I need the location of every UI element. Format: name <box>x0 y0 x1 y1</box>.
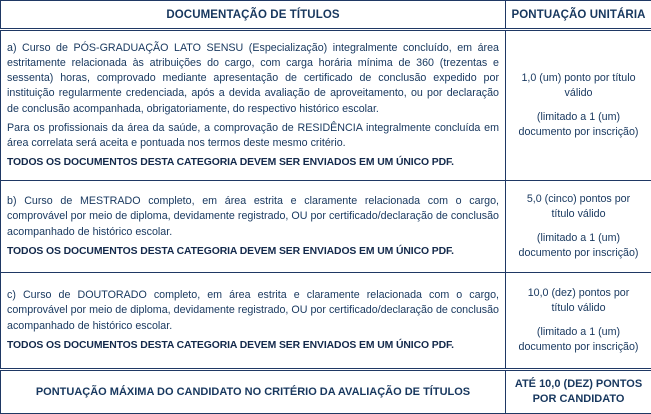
table-row <box>1 273 651 370</box>
row-a-score: 1,0 (um) ponto por título válido <box>516 71 641 101</box>
row-a-score-cell <box>506 30 651 181</box>
header-row <box>1 1 651 30</box>
row-b-notice: TODOS OS DOCUMENTOS DESTA CATEGORIA DEVEM SER ENVIADOS EM UM ÚNICO PDF. <box>7 244 499 259</box>
header-documentation: DOCUMENTAÇÃO DE TÍTULOS <box>1 1 506 30</box>
footer-row <box>1 370 651 414</box>
table-row <box>1 30 651 181</box>
row-b-paragraph-1: b) Curso de MESTRADO completo, em área estrita e claramente relacionada com o cargo, comprovável por meio de diploma, devidamente registrado, OU por certificado/declaração de conclusão acompanhado de histórico escolar. <box>7 194 499 240</box>
row-a-paragraph-1: a) Curso de PÓS-GRADUAÇÃO LATO SENSU (Especialização) integralmente concluído, em área estritamente relacionada às atribuições do cargo, com carga horária mínima de 360 (trezentas e sessenta) horas, comprovado mediante apresentação de certificado de conclusão expedido por instituição regularmente credenciada, após a devida avaliação de aproveitamento, ou por declaração de conclusão acompanhada, obrigatoriamente, do respectivo histórico escolar. <box>7 41 499 117</box>
row-a-notice: TODOS OS DOCUMENTOS DESTA CATEGORIA DEVEM SER ENVIADOS EM UM ÚNICO PDF. <box>7 155 499 170</box>
row-b-description <box>1 181 506 273</box>
footer-value: ATÉ 10,0 (DEZ) PONTOS POR CANDIDATO <box>506 370 651 414</box>
footer-label: PONTUAÇÃO MÁXIMA DO CANDIDATO NO CRITÉRIO DA AVALIAÇÃO DE TÍTULOS <box>1 370 506 414</box>
row-b-score: 5,0 (cinco) pontos por título válido <box>516 192 641 222</box>
header-score: PONTUAÇÃO UNITÁRIA <box>506 1 651 30</box>
row-b-score-cell <box>506 181 651 273</box>
row-a-description <box>1 30 506 181</box>
row-b-limit: (limitado a 1 (um) documento por inscrição) <box>516 231 641 261</box>
row-c-paragraph-1: c) Curso de DOUTORADO completo, em área estrita e claramente relacionada com o cargo, comprovável por meio de diploma, devidamente registrado, OU por certificado/declaração de conclusão acompanhado de histórico escolar. <box>7 288 499 334</box>
row-c-limit: (limitado a 1 (um) documento por inscrição) <box>516 325 641 355</box>
row-a-limit: (limitado a 1 (um) documento por inscrição) <box>516 110 641 140</box>
row-c-score: 10,0 (dez) pontos por título válido <box>516 286 641 316</box>
row-a-paragraph-2: Para os profissionais da área da saúde, a comprovação de RESIDÊNCIA integralmente concluída em área correlata será aceita e pontuada nos termos deste mesmo critério. <box>7 121 499 151</box>
row-c-score-cell <box>506 273 651 370</box>
table-row <box>1 181 651 273</box>
row-c-description <box>1 273 506 370</box>
row-c-notice: TODOS OS DOCUMENTOS DESTA CATEGORIA DEVEM SER ENVIADOS EM UM ÚNICO PDF. <box>7 338 499 353</box>
